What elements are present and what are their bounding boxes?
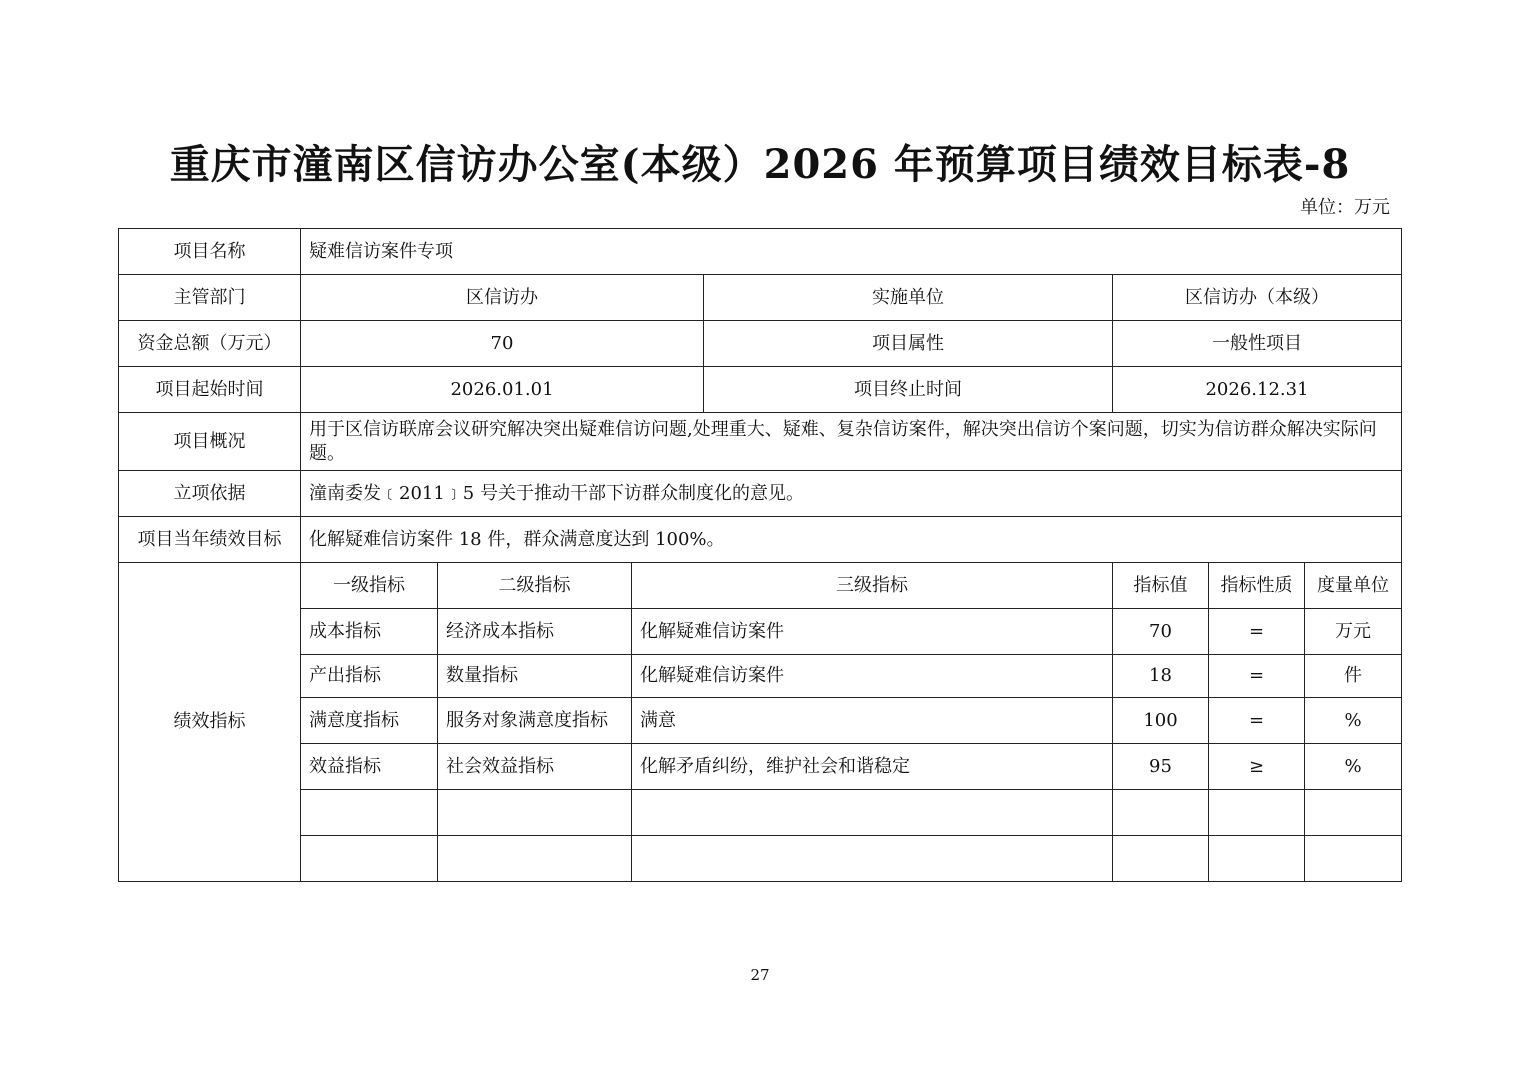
empty-cell [301,790,438,836]
indicator-level2: 数量指标 [438,655,632,698]
indicator-header-row [119,563,1402,609]
indicator-nature: = [1209,609,1305,655]
indicator-row-empty [119,836,1402,882]
end-label: 项目终止时间 [704,367,1113,413]
indicator-level2: 经济成本指标 [438,609,632,655]
end-value: 2026.12.31 [1113,367,1402,413]
empty-cell [632,790,1113,836]
indicator-row [119,698,1402,744]
indicator-level1: 产出指标 [301,655,438,698]
table-row [119,367,1402,413]
indicator-value: 70 [1113,609,1209,655]
indicator-row [119,744,1402,790]
indicator-level1: 满意度指标 [301,698,438,744]
indicator-value: 95 [1113,744,1209,790]
table-row [119,321,1402,367]
dept-label: 主管部门 [119,275,301,321]
overview-label: 项目概况 [119,413,301,471]
header-level1: 一级指标 [301,563,438,609]
funds-value: 70 [301,321,704,367]
table-row [119,471,1402,517]
empty-cell [1113,836,1209,882]
basis-label: 立项依据 [119,471,301,517]
indicator-value: 100 [1113,698,1209,744]
indicator-nature: = [1209,655,1305,698]
goal-value: 化解疑难信访案件 18 件，群众满意度达到 100%。 [301,517,1402,563]
indicator-level3: 化解疑难信访案件 [632,609,1113,655]
indicator-unit: % [1305,698,1402,744]
indicator-nature: = [1209,698,1305,744]
project-name-value: 疑难信访案件专项 [301,229,1402,275]
document-title: 重庆市潼南区信访办公室(本级）2026 年预算项目绩效目标表-8 [169,141,1351,188]
dept-value: 区信访办 [301,275,704,321]
empty-cell [438,836,632,882]
table-row [119,517,1402,563]
start-value: 2026.01.01 [301,367,704,413]
impl-label: 实施单位 [704,275,1113,321]
empty-cell [1113,790,1209,836]
performance-target-table [118,228,1402,882]
header-unit: 度量单位 [1305,563,1402,609]
indicator-level2: 社会效益指标 [438,744,632,790]
indicator-unit: % [1305,744,1402,790]
empty-cell [1305,790,1402,836]
attr-value: 一般性项目 [1113,321,1402,367]
empty-cell [301,836,438,882]
indicator-row-empty [119,790,1402,836]
overview-value: 用于区信访联席会议研究解决突出疑难信访问题,处理重大、疑难、复杂信访案件，解决突出信访个案问题，切实为信访群众解决实际问题。 [301,413,1402,471]
attr-label: 项目属性 [704,321,1113,367]
indicator-row [119,609,1402,655]
table-row [119,229,1402,275]
empty-cell [1305,836,1402,882]
impl-value: 区信访办（本级） [1113,275,1402,321]
header-level2: 二级指标 [438,563,632,609]
indicator-row [119,655,1402,698]
empty-cell [1209,836,1305,882]
table-row [119,413,1402,471]
indicator-unit: 件 [1305,655,1402,698]
indicator-nature: ≥ [1209,744,1305,790]
header-nature: 指标性质 [1209,563,1305,609]
empty-cell [1209,790,1305,836]
header-value: 指标值 [1113,563,1209,609]
indicator-value: 18 [1113,655,1209,698]
indicator-level3: 满意 [632,698,1113,744]
goal-label: 项目当年绩效目标 [119,517,301,563]
funds-label: 资金总额（万元） [119,321,301,367]
table-row [119,275,1402,321]
indicator-level3: 化解矛盾纠纷，维护社会和谐稳定 [632,744,1113,790]
basis-value: 潼南委发﹝2011﹞5 号关于推动干部下访群众制度化的意见。 [301,471,1402,517]
indicators-section-label: 绩效指标 [119,563,301,882]
unit-label: 单位：万元 [1300,197,1390,218]
indicator-unit: 万元 [1305,609,1402,655]
start-label: 项目起始时间 [119,367,301,413]
page-number: 27 [750,966,770,984]
header-level3: 三级指标 [632,563,1113,609]
indicator-level1: 成本指标 [301,609,438,655]
indicator-level3: 化解疑难信访案件 [632,655,1113,698]
empty-cell [632,836,1113,882]
indicator-level1: 效益指标 [301,744,438,790]
indicator-level2: 服务对象满意度指标 [438,698,632,744]
empty-cell [438,790,632,836]
project-name-label: 项目名称 [119,229,301,275]
